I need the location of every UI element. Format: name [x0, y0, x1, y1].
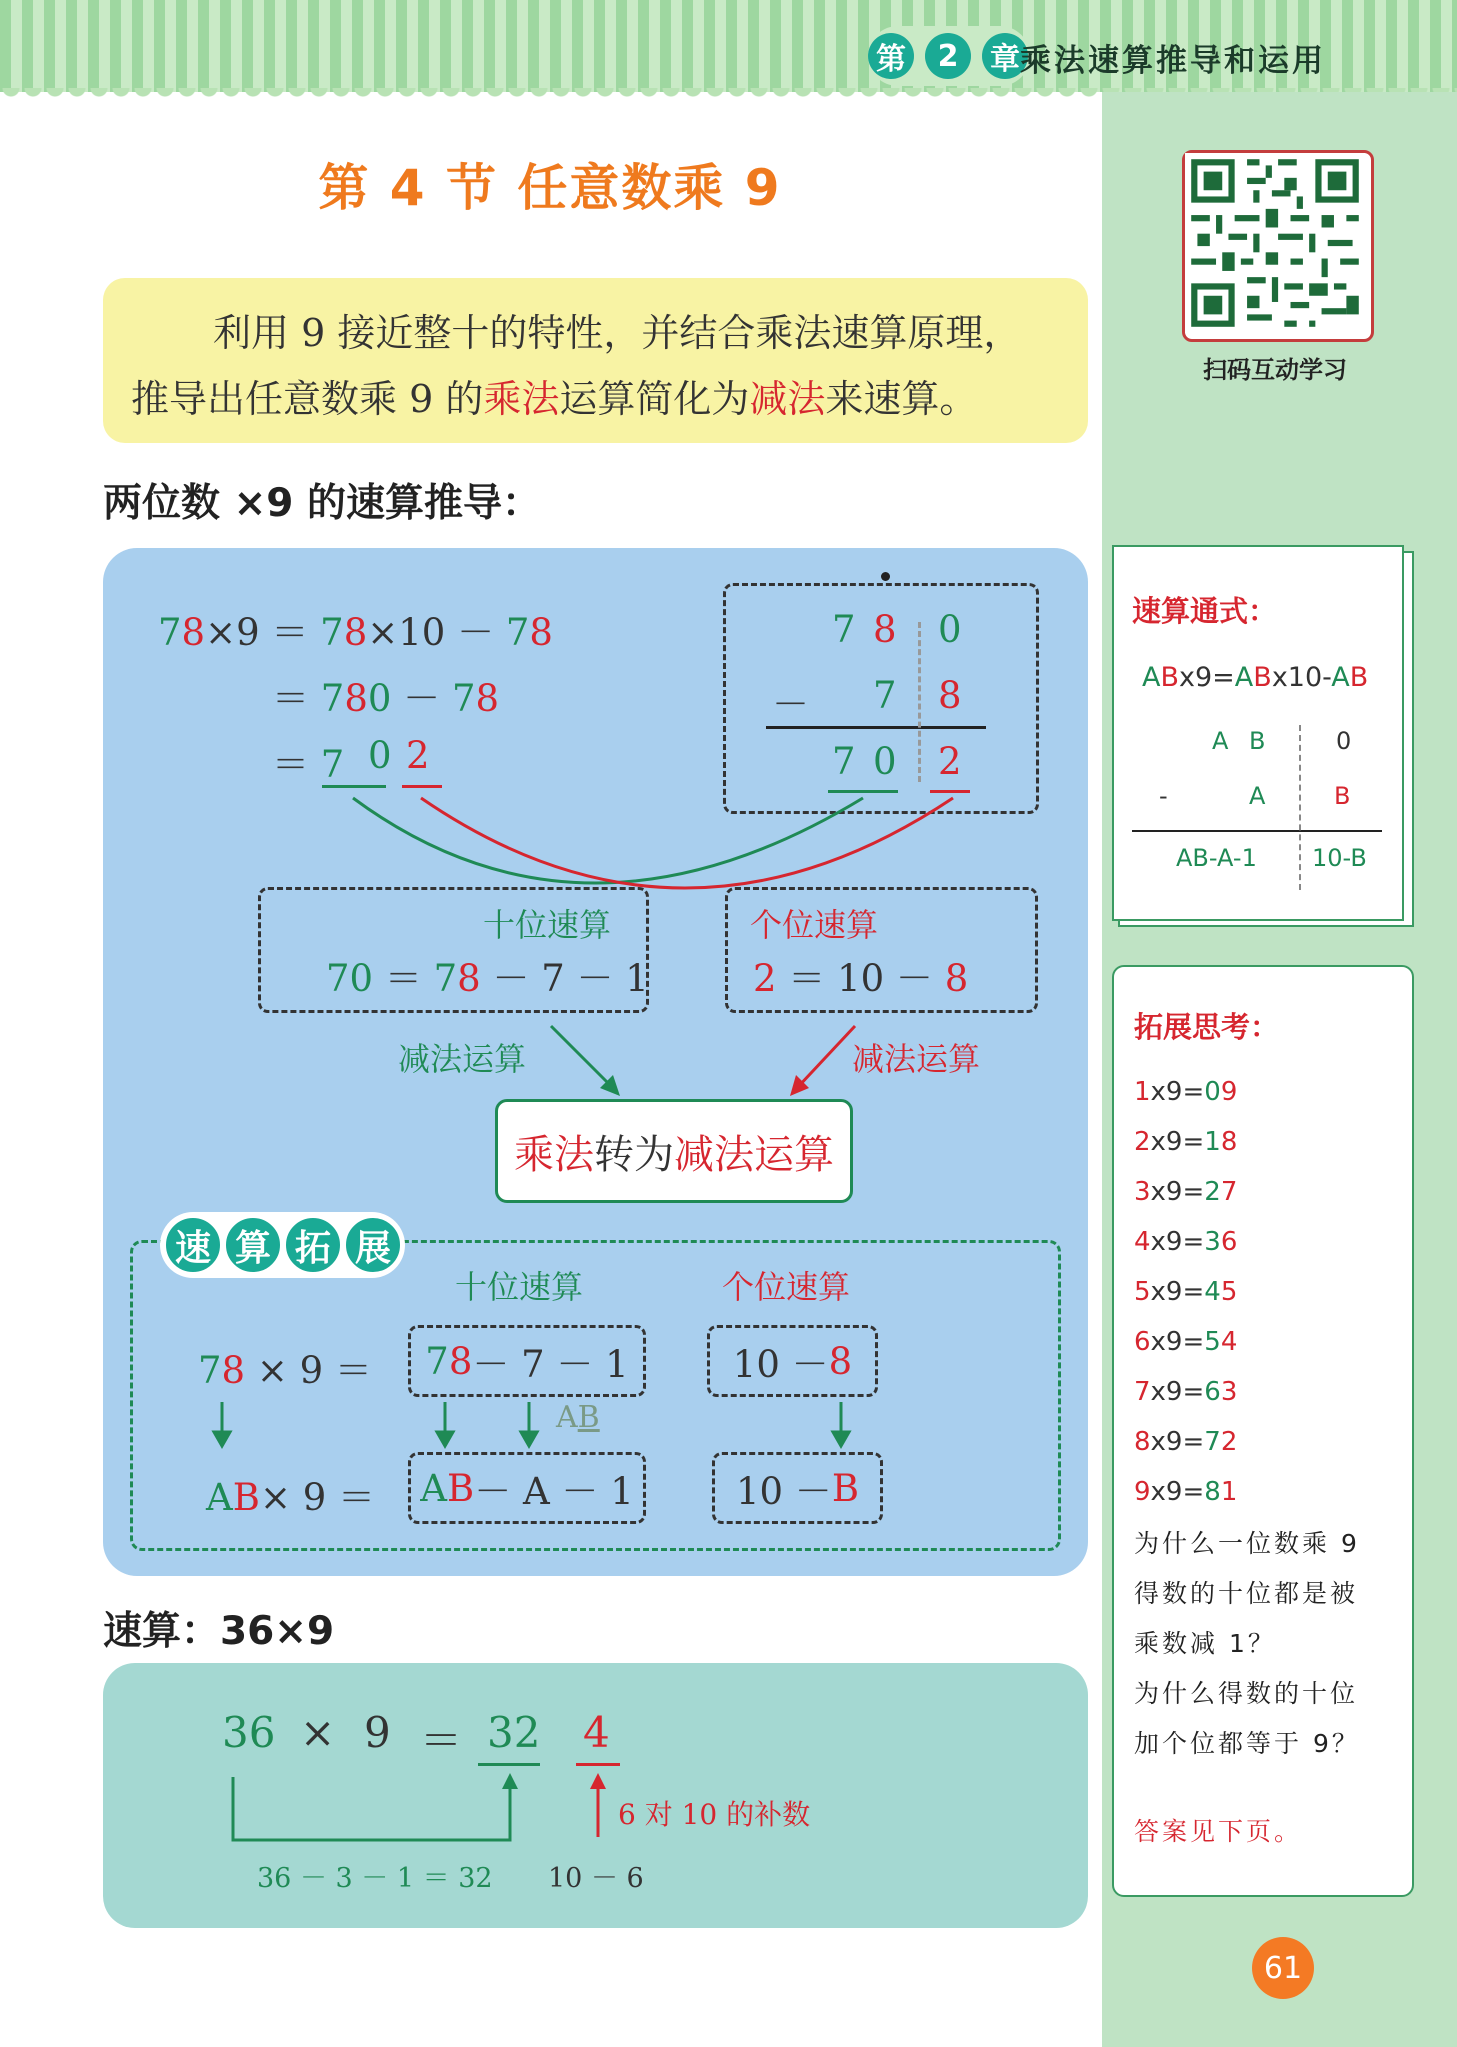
v-r1-0: 0: [938, 608, 962, 651]
times-nine-eq: x9=: [1150, 1077, 1205, 1107]
times-nine-n: 2: [1134, 1127, 1151, 1157]
expansion-ones-label: 个位速算: [722, 1268, 851, 1306]
eq1-7c: 7: [505, 611, 530, 654]
exp2-times: × 9 ＝: [259, 1476, 376, 1519]
tens-quick-box: [258, 887, 649, 1013]
page-number: 61: [1252, 1937, 1314, 1999]
exp2-box-b: B: [446, 1466, 475, 1510]
q-times: ×: [300, 1708, 336, 1757]
fc-r2-b: B: [1334, 782, 1351, 810]
quick-arrows: [200, 1765, 650, 1865]
f-d: A: [1234, 662, 1254, 693]
times-nine-eq: x9=: [1150, 1127, 1205, 1157]
intro-box: [103, 278, 1088, 443]
fc-r2-a: A: [1249, 782, 1266, 810]
tens-70: 70: [326, 957, 374, 1000]
times-nine-t: 2: [1204, 1177, 1221, 1207]
tens-bracket-arrowhead: [502, 1773, 518, 1789]
qr-code-icon: [1185, 153, 1365, 333]
times-nine-t: 6: [1204, 1377, 1221, 1407]
exp2-b: B: [232, 1476, 260, 1519]
fc-divider: [1299, 725, 1301, 890]
eq1-times9: ×9 ＝: [205, 611, 321, 654]
f-b: B: [1160, 662, 1180, 693]
chapter-number: 2: [925, 33, 971, 79]
red-curve: [421, 798, 953, 888]
intro-line-1: 利用 9 接近整十的特性，并结合乘法速算原理，: [213, 311, 1022, 355]
red-arrow-line: [797, 1026, 855, 1088]
tens-rest: － 7 － 1: [480, 957, 649, 1000]
exp1-ones-10: 10 －: [732, 1343, 829, 1386]
exp-row2-lhs: [206, 1467, 375, 1521]
v-r1-7: 7: [832, 608, 856, 651]
f-a: A: [1142, 662, 1161, 693]
chapter-prefix: 第: [868, 33, 914, 79]
exp-row1-tens-box: [408, 1325, 646, 1397]
v-r1-8: 8: [873, 608, 897, 651]
ab-hint-b: B: [577, 1400, 600, 1435]
times-nine-eq: x9=: [1150, 1277, 1205, 1307]
exp2-a: A: [206, 1476, 233, 1519]
exp-row2-tens-box: [408, 1452, 646, 1524]
exp-row2-ones-box: [712, 1452, 883, 1524]
think-card-title: 拓展思考：: [1134, 1010, 1280, 1044]
times-nine-eq: x9=: [1150, 1177, 1205, 1207]
ones-up-arrowhead: [590, 1773, 606, 1789]
times-nine-eq: x9=: [1150, 1227, 1205, 1257]
times-nine-row: [1134, 1177, 1237, 1207]
badge-char-2: 算: [223, 1215, 283, 1275]
tens-box-label: 十位速算: [483, 906, 612, 944]
eq2-0: 0: [367, 677, 392, 720]
exp2-box-a: A: [420, 1466, 447, 1510]
eq2-7: 7: [320, 677, 345, 720]
fc-rule: [1132, 830, 1382, 832]
exp2-ones-10: 10 －: [735, 1470, 832, 1513]
ab-hint-a: A: [556, 1400, 578, 1435]
q1-line-1: 为什么一位数乘 9: [1134, 1529, 1360, 1558]
complement-note: 6 对 10 的补数: [618, 1798, 811, 1831]
intro-word-subtract: 减法: [749, 377, 826, 421]
ones-8: 8: [944, 957, 969, 1000]
ones-rest: ＝ 10 －: [776, 957, 945, 1000]
eq3-0: 0: [368, 734, 392, 777]
times-nine-n: 3: [1134, 1177, 1151, 1207]
exp1-7: 7: [198, 1349, 222, 1392]
v-r3-0: 0: [873, 740, 897, 783]
exp1-times: × 9 ＝: [245, 1349, 372, 1392]
fc-r3-tens: AB-A-1: [1176, 844, 1257, 872]
v-r2-minus: －: [772, 683, 809, 726]
q2-line-2: 加个位都等于 9？: [1134, 1729, 1360, 1758]
exp-row1-lhs: [198, 1340, 372, 1394]
think-card: [1112, 965, 1414, 1897]
eq1-8c: 8: [529, 611, 553, 654]
eq2-8b: 8: [475, 677, 500, 720]
badge-char-1: 速: [163, 1215, 223, 1275]
exp1-box-8: 8: [448, 1339, 473, 1383]
badge-char-3: 拓: [283, 1215, 343, 1275]
times-nine-o: 5: [1220, 1277, 1238, 1307]
eq2-8: 8: [344, 677, 368, 720]
fc-r2-minus: -: [1159, 782, 1168, 810]
times-nine-n: 6: [1134, 1327, 1151, 1357]
f-g: A: [1331, 662, 1350, 693]
fc-r1-b: B: [1249, 727, 1266, 755]
answer-note: 答案见下页。: [1134, 1817, 1303, 1846]
times-nine-eq: x9=: [1150, 1377, 1205, 1407]
v-r3-7: 7: [832, 740, 856, 783]
times-nine-o: 9: [1220, 1077, 1238, 1107]
q1-line-3: 乘数减 1？: [1134, 1629, 1276, 1658]
times-nine-row: [1134, 1227, 1237, 1257]
times-nine-o: 7: [1220, 1177, 1238, 1207]
times-nine-row: [1134, 1477, 1237, 1507]
ones-2: 2: [753, 957, 777, 1000]
times-nine-o: 1: [1220, 1477, 1238, 1507]
intro-text-e: 来速算。: [825, 377, 978, 421]
times-nine-row: [1134, 1127, 1237, 1157]
times-nine-o: 3: [1220, 1377, 1238, 1407]
times-nine-o: 6: [1220, 1227, 1238, 1257]
exp2-ones-b: B: [831, 1466, 860, 1510]
qr-code[interactable]: [1182, 150, 1374, 342]
times-nine-t: 1: [1204, 1127, 1221, 1157]
fc-r1-a: A: [1212, 727, 1229, 755]
exp1-8: 8: [221, 1349, 246, 1392]
chapter-title: 乘法速算推导和运用: [1020, 43, 1326, 79]
green-curve: [353, 798, 863, 883]
ones-box-equation: [753, 948, 968, 1002]
eq2-7b: 7: [451, 677, 476, 720]
eq2-minus: －: [391, 677, 452, 720]
expansion-tens-label: 十位速算: [455, 1268, 584, 1306]
v-r2-8: 8: [938, 674, 962, 717]
times-nine-n: 4: [1134, 1227, 1151, 1257]
tens-box-equation: [326, 948, 649, 1002]
times-nine-row: [1134, 1077, 1237, 1107]
ones-quick-box: [725, 887, 1038, 1013]
formula-card-title: 速算通式：: [1132, 594, 1278, 628]
formula-card: [1112, 545, 1404, 921]
think-question-1: [1134, 1519, 1360, 1769]
two-digit-heading: 两位数 ×9 的速算推导：: [103, 481, 541, 526]
fc-r1-c: 0: [1336, 727, 1352, 755]
qr-caption: 扫码互动学习: [1203, 356, 1347, 384]
times-nine-n: 5: [1134, 1277, 1151, 1307]
times-nine-t: 5: [1204, 1327, 1221, 1357]
v-r2-7: 7: [873, 674, 897, 717]
eq3-2: 2: [406, 734, 430, 777]
expansion-down-arrows: [200, 1400, 900, 1450]
times-nine-t: 4: [1204, 1277, 1221, 1307]
chapter-suffix: 章: [982, 33, 1028, 79]
left-arrow-label: 减法运算: [398, 1040, 527, 1078]
times-nine-o: 2: [1220, 1427, 1238, 1457]
ab-hint: [556, 1400, 600, 1435]
times-nine-row: [1134, 1277, 1237, 1307]
right-arrow-label: 减法运算: [852, 1040, 981, 1078]
times-nine-t: 3: [1204, 1227, 1221, 1257]
tens-eq: ＝: [373, 957, 434, 1000]
times-nine-eq: x9=: [1150, 1427, 1205, 1457]
exp2-box-rest: － A － 1: [474, 1470, 634, 1513]
intro-text-c: 运算简化为: [559, 377, 750, 421]
quick-ones-text: 10 － 6: [548, 1863, 644, 1894]
tens-7: 7: [433, 957, 458, 1000]
eq1-times10: ×10 －: [367, 611, 506, 654]
times-nine-n: 1: [1134, 1077, 1151, 1107]
tens-8: 8: [457, 957, 481, 1000]
times-nine-eq: x9=: [1150, 1477, 1205, 1507]
eq3-eq: ＝: [272, 743, 321, 786]
exp1-box-7: 7: [425, 1339, 449, 1383]
times-nine-o: 8: [1220, 1127, 1238, 1157]
eq1-8: 8: [181, 611, 206, 654]
f-f: x10-: [1271, 662, 1332, 693]
intro-text-a: 推导出任意数乘 9 的: [131, 377, 484, 421]
exp1-ones-8: 8: [828, 1339, 853, 1383]
times-nine-row: [1134, 1427, 1237, 1457]
quick-tens-calc: 36 － 3 － 1 ＝ 32: [257, 1863, 493, 1894]
q-eq: ＝: [420, 1716, 463, 1765]
times-nine-t: 7: [1204, 1427, 1221, 1457]
times-nine-row: [1134, 1377, 1237, 1407]
times-nine-o: 4: [1220, 1327, 1238, 1357]
f-c: x9=: [1179, 662, 1235, 693]
general-formula: [1142, 662, 1368, 693]
intro-line-2: [131, 368, 977, 423]
f-e: B: [1253, 662, 1272, 693]
section-title: 第 4 节 任意数乘 9: [318, 159, 782, 217]
eq1-7b: 7: [320, 611, 344, 654]
q1-line-2: 得数的十位都是被: [1134, 1579, 1359, 1608]
eq1-7: 7: [158, 611, 182, 654]
conclusion-box: [495, 1099, 853, 1203]
f-h: B: [1349, 662, 1369, 693]
q-9: 9: [364, 1708, 391, 1757]
green-arrow-line: [551, 1026, 613, 1088]
conclusion-subtract: 减法运算: [674, 1131, 834, 1178]
eq1-8b: 8: [343, 611, 368, 654]
tens-bracket-arrow: [233, 1777, 510, 1840]
times-nine-n: 8: [1134, 1427, 1151, 1457]
conclusion-multiply: 乘法: [514, 1131, 594, 1178]
eq3-7: 7: [320, 743, 345, 786]
badge-char-4: 展: [343, 1215, 403, 1275]
q-4: 4: [583, 1708, 610, 1757]
q2-line-1: 为什么得数的十位: [1134, 1679, 1359, 1708]
eq2-eq: ＝: [272, 677, 321, 720]
quick-ones-calc: [548, 1856, 644, 1895]
times-nine-t: 8: [1204, 1477, 1221, 1507]
intro-word-multiply: 乘法: [483, 377, 560, 421]
times-nine-n: 7: [1134, 1377, 1151, 1407]
fc-r3-ones: 10-B: [1312, 844, 1367, 872]
times-nine-eq: x9=: [1150, 1327, 1205, 1357]
times-nine-n: 9: [1134, 1477, 1151, 1507]
quick-calc-heading: 速算：36×9: [103, 1609, 335, 1654]
times-nine-row: [1134, 1327, 1237, 1357]
conclusion-to: 转为: [594, 1131, 674, 1178]
q-32: 32: [487, 1708, 541, 1757]
q-36: 36: [222, 1708, 276, 1757]
v-r3-2: 2: [938, 740, 962, 783]
times-nine-t: 0: [1204, 1077, 1221, 1107]
ones-box-label: 个位速算: [750, 906, 879, 944]
exp-row1-ones-box: [707, 1325, 878, 1397]
exp1-box-rest: － 7 － 1: [472, 1343, 629, 1386]
